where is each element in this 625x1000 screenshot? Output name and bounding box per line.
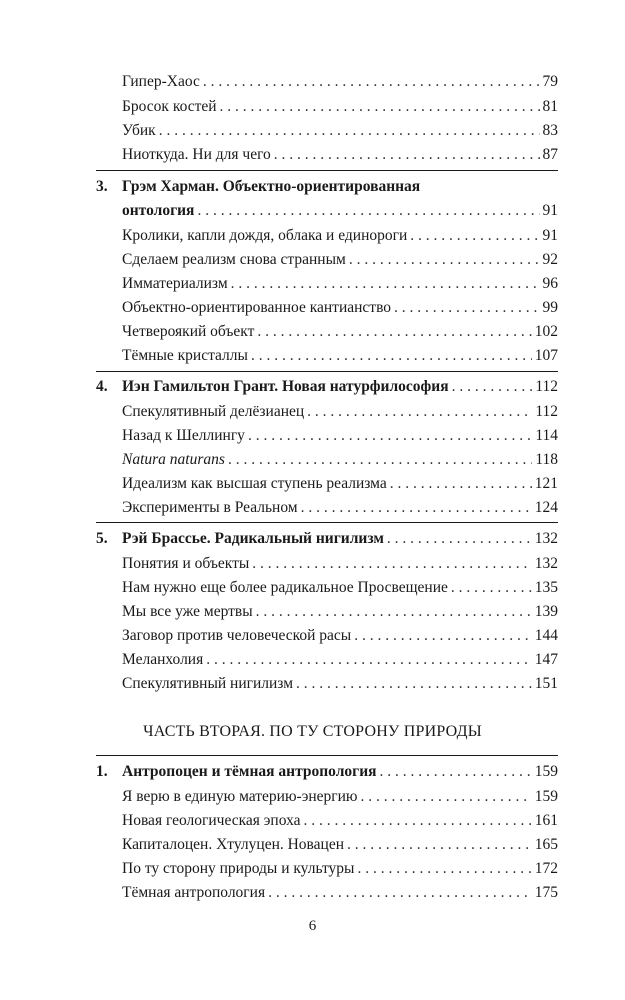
- toc-leader-dots: [296, 674, 532, 694]
- toc-leader-dots: [410, 226, 539, 246]
- toc-leader-dots: [347, 835, 532, 855]
- toc-leader-dots: [451, 578, 532, 598]
- chapter-heading: [96, 377, 558, 397]
- toc-entry: [122, 298, 558, 318]
- toc-entry-title: Спекулятивный делёзианец: [122, 403, 305, 420]
- chapter-number: 1.: [96, 763, 108, 780]
- page-number: 6: [308, 918, 317, 934]
- chapter-title: Рэй Брассье. Радикальный нигилизм: [122, 530, 384, 547]
- toc-entry-page: 114: [535, 427, 558, 444]
- toc-entry-page: 159: [534, 763, 558, 780]
- toc-entry-title: Понятия и объекты: [122, 555, 250, 572]
- toc-entry-title: Мы все уже мертвы: [122, 603, 253, 620]
- toc-entry: [122, 201, 558, 221]
- toc-leader-dots: [349, 250, 540, 270]
- toc-entry-title: Тёмная антропология: [122, 884, 266, 901]
- toc-entry-page: 96: [542, 275, 558, 292]
- toc-entry-page: 159: [534, 788, 558, 805]
- chapter-title: Иэн Гамильтон Грант. Новая натурфилософия: [122, 378, 449, 395]
- toc-entry-page: 147: [534, 651, 558, 668]
- toc-entry-title: Бросок костей: [122, 98, 217, 115]
- toc-entry-page: 91: [542, 227, 558, 244]
- toc-leader-dots: [361, 787, 532, 807]
- toc-entry-page: 83: [542, 122, 558, 139]
- toc-entry-page: 132: [534, 530, 558, 547]
- toc-entry: [122, 474, 558, 494]
- toc-entry: [122, 72, 558, 92]
- toc-entry: [122, 250, 558, 270]
- toc-leader-dots: [268, 883, 532, 903]
- toc-leader-dots: [206, 650, 532, 670]
- toc-entry: [122, 346, 558, 366]
- toc-leader-dots: [380, 762, 532, 782]
- toc-entry-page: 92: [542, 251, 558, 268]
- toc-entry: [122, 145, 558, 165]
- toc-entry: [122, 650, 558, 670]
- toc-entry-page: 79: [542, 73, 558, 90]
- toc-leader-dots: [390, 474, 532, 494]
- toc-entry: [122, 674, 558, 694]
- toc-entry: [122, 450, 558, 470]
- toc-entry-title: Объектно-ориентированное кантианство: [122, 299, 392, 316]
- section-divider: [96, 170, 558, 171]
- part-heading: ЧАСТЬ ВТОРАЯ. ПО ТУ СТОРОНУ ПРИРОДЫ: [143, 723, 482, 740]
- toc-leader-dots: [354, 626, 532, 646]
- toc-entry-page: 99: [542, 299, 558, 316]
- toc-leader-dots: [304, 811, 532, 831]
- toc-leader-dots: [274, 145, 540, 165]
- toc-leader-dots: [248, 426, 532, 446]
- section-divider: [96, 522, 558, 523]
- toc-leader-dots: [452, 377, 533, 397]
- toc-leader-dots: [251, 346, 532, 366]
- toc-entry-title: Четвероякий объект: [122, 323, 255, 340]
- toc-leader-dots: [231, 274, 540, 294]
- toc-entry-title: Natura naturans: [122, 451, 225, 468]
- toc-entry-page: 112: [535, 378, 558, 395]
- toc-leader-dots: [220, 97, 540, 117]
- toc-entry-title: Заговор против человеческой расы: [122, 627, 352, 644]
- toc-entry-page: 102: [534, 323, 558, 340]
- toc-leader-dots: [394, 298, 539, 318]
- toc-entry-title: Новая геологическая эпоха: [122, 812, 301, 829]
- toc-entry: [122, 626, 558, 646]
- toc-entry: [122, 787, 558, 807]
- toc-leader-dots: [256, 602, 532, 622]
- toc-entry-title: Сделаем реализм снова странным: [122, 251, 346, 268]
- toc-entry: [122, 322, 558, 342]
- toc-entry-page: 151: [534, 675, 558, 692]
- toc-entry: [122, 602, 558, 622]
- toc-entry-page: 91: [542, 202, 558, 219]
- toc-entry-title: По ту сторону природы и культуры: [122, 860, 355, 877]
- toc-leader-dots: [301, 498, 532, 518]
- toc-entry: [122, 226, 558, 246]
- chapter-number: 3.: [96, 178, 108, 195]
- toc-entry-page: 172: [534, 860, 558, 877]
- toc-entry: [122, 554, 558, 574]
- toc-entry-page: 132: [534, 555, 558, 572]
- toc-entry: [122, 97, 558, 117]
- toc-entry: [122, 121, 558, 141]
- toc-entry: [122, 402, 558, 422]
- toc-leader-dots: [197, 201, 539, 221]
- toc-leader-dots: [357, 859, 531, 879]
- toc-leader-dots: [307, 402, 532, 422]
- toc-entry-title: Нам нужно еще более радикальное Просвещение: [122, 579, 448, 596]
- section-divider: [96, 371, 558, 372]
- toc-entry-page: 112: [535, 403, 558, 420]
- toc-entry-page: 175: [534, 884, 558, 901]
- chapter-title: Антропоцен и тёмная антропология: [122, 763, 377, 780]
- chapter-heading: [96, 177, 558, 197]
- toc-entry-page: 165: [534, 836, 558, 853]
- toc-entry: [122, 811, 558, 831]
- toc-entry-title: Кролики, капли дождя, облака и единороги: [122, 227, 408, 244]
- toc-entry-title: Тёмные кристаллы: [122, 347, 248, 364]
- chapter-heading: [96, 529, 558, 549]
- toc-entry-page: 118: [535, 451, 558, 468]
- toc-entry: [122, 498, 558, 518]
- toc-entry-title: Имматериализм: [122, 275, 228, 292]
- toc-leader-dots: [159, 121, 540, 141]
- toc-entry: [122, 274, 558, 294]
- toc-entry-page: 139: [534, 603, 558, 620]
- toc-entry-title: Ниоткуда. Ни для чего: [122, 146, 271, 163]
- toc-entry-title: Капиталоцен. Хтулуцен. Новацен: [122, 836, 345, 853]
- toc-leader-dots: [252, 554, 531, 574]
- toc-entry-page: 144: [534, 627, 558, 644]
- toc-leader-dots: [228, 450, 532, 470]
- toc-entry-title: Я верю в единую материю-энергию: [122, 788, 358, 805]
- chapter-number: 5.: [96, 530, 108, 547]
- toc-entry-title: Эксперименты в Реальном: [122, 499, 298, 516]
- chapter-title: Грэм Харман. Объектно-ориентированная: [122, 178, 421, 195]
- chapter-heading: [96, 762, 558, 782]
- toc-entry-page: 87: [542, 146, 558, 163]
- toc-leader-dots: [387, 529, 532, 549]
- toc-entry-page: 124: [534, 499, 558, 516]
- toc-entry: [122, 578, 558, 598]
- toc-entry-title: Идеализм как высшая ступень реализма: [122, 475, 387, 492]
- toc-entry: [122, 426, 558, 446]
- toc-entry-title: Гипер-Хаос: [122, 73, 200, 90]
- toc-entry-page: 161: [534, 812, 558, 829]
- toc-entry-page: 107: [534, 347, 558, 364]
- toc-entry: [122, 883, 558, 903]
- toc-entry: [122, 859, 558, 879]
- toc-entry-title: Меланхолия: [122, 651, 204, 668]
- toc-leader-dots: [203, 72, 540, 92]
- section-divider: [96, 755, 558, 756]
- toc-entry-title: Убик: [122, 122, 156, 139]
- toc-entry-title: Спекулятивный нигилизм: [122, 675, 294, 692]
- toc-entry-page: 135: [534, 579, 558, 596]
- chapter-number: 4.: [96, 378, 108, 395]
- toc-entry-page: 121: [534, 475, 558, 492]
- toc-entry: [122, 835, 558, 855]
- chapter-title-continued: онтология: [122, 202, 195, 219]
- toc-leader-dots: [257, 322, 531, 342]
- toc-entry-title: Назад к Шеллингу: [122, 427, 245, 444]
- toc-entry-page: 81: [542, 98, 558, 115]
